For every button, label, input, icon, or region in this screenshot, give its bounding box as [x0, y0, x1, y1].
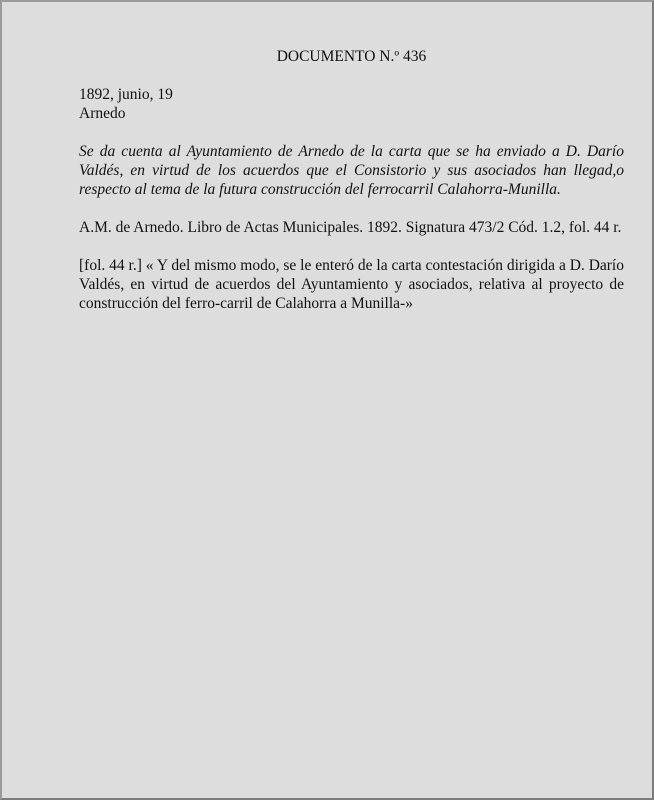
transcription-text: [fol. 44 r.] « Y del mismo modo, se le enteró de la carta contestación dirigida a D. Darío Valdés, en virtud de acuerdos del Ayuntamiento y asociados, relativa al proyecto de construcción del ferro-carril de Calahorra a Munilla-» [79, 257, 624, 312]
document-content [79, 47, 624, 313]
document-title: DOCUMENTO N.º 436 [276, 48, 427, 65]
document-summary: Se da cuenta al Ayuntamiento de Arnedo de la carta que se ha enviado a D. Darío Valdés, en virtud de los acuerdos que el Consistorio y sus asociados han llegad,o respecto al tema de la futura construcción del ferrocarril Calahorra-Munilla. [79, 143, 624, 198]
document-place: Arnedo [79, 105, 126, 122]
archival-source: A.M. de Arnedo. Libro de Actas Municipales. 1892. Signatura 473/2 Cód. 1.2, fol. 44 r. [79, 219, 622, 236]
document-date: 1892, junio, 19 [79, 86, 173, 103]
